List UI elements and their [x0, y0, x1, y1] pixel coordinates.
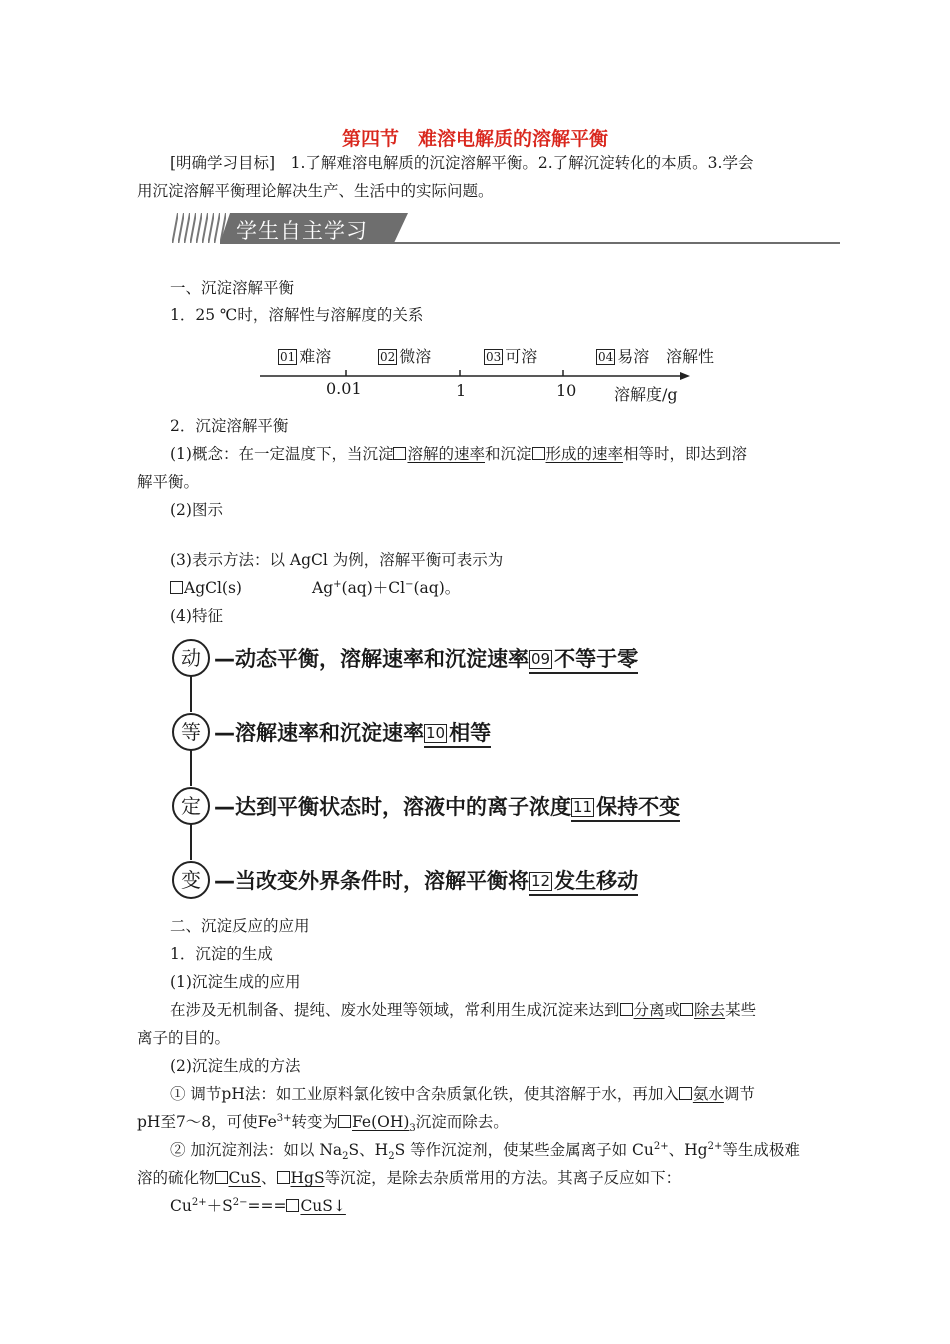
scale-axis-arrow [258, 366, 698, 382]
blank-box [532, 447, 545, 460]
method-2-line-1: ② 加沉淀剂法：如以 $Na_2S$、$H_2S$ 等作沉淀剂，使某些金属离子如 $Cu^{2+}$、$Hg^{2+}$等生成极难 [170, 1140, 800, 1163]
expression-left: AgCl(s) [170, 577, 242, 599]
scale-tick-0-01: 0.01 [326, 379, 362, 398]
feature-circle-dynamic: 动 [172, 639, 210, 677]
feature-circle-equal: 等 [172, 713, 210, 751]
feature-text-dynamic: —动态平衡，溶解速率和沉淀速率 09 不等于零 [214, 643, 638, 673]
blank-box [277, 1171, 290, 1184]
blank-box [680, 1003, 693, 1016]
page-title: 第四节 难溶电解质的溶解平衡 [341, 128, 608, 150]
blank-box [393, 447, 406, 460]
connector-line [190, 676, 192, 712]
section-2-sub-1: (1)沉淀生成的应用 [170, 973, 301, 991]
section-1-item-1: 1．25 ℃时，溶解性与溶解度的关系 [170, 306, 424, 324]
objectives-line-2: 用沉淀溶解平衡理论解决生产、生活中的实际问题。 [137, 182, 494, 200]
section-1-heading: 一、沉淀溶解平衡 [170, 279, 295, 297]
method-1-line-2: pH至7～8，可使$Fe^{3+}$转变为 $Fe(OH)_3$沉淀而除去。 [137, 1112, 509, 1135]
solubility-scale [258, 344, 715, 406]
scale-tick-1: 1 [456, 381, 467, 400]
blank-box [215, 1171, 228, 1184]
feature-circle-change: 变 [172, 861, 210, 899]
connector-line [190, 750, 192, 786]
scale-tick-10: 10 [556, 381, 577, 400]
banner-label: 学生自主学习 [236, 219, 368, 243]
scale-axis-title: 溶解性 [666, 347, 715, 366]
application-line-2: 离子的目的。 [137, 1029, 231, 1047]
concept-line-1: (1)概念：在一定温度下，当沉淀 溶解的速率和沉淀 形成的速率相等时，即达到溶 [170, 445, 748, 463]
blank-box [286, 1199, 299, 1212]
figure-label: (2)图示 [170, 501, 223, 519]
ionic-equation: $Cu^{2+}+S^{2-}===$ CuS↓ [170, 1196, 346, 1215]
application-line-1: 在涉及无机制备、提纯、废水处理等领域，常利用生成沉淀来达到 分离或 除去某些 [170, 1001, 757, 1019]
scale-axis-subtitle: 溶解度/g [614, 385, 678, 404]
section-2-sub-2: (2)沉淀生成的方法 [170, 1057, 301, 1075]
section-banner [172, 213, 840, 245]
method-1-line-1: ① 调节pH法：如工业原料氯化铵中含杂质氯化铁，使其溶解于水，再加入 氨水调节 [170, 1085, 755, 1103]
scale-label-soluble: 03 可溶 [486, 347, 538, 366]
expression-label: (3)表示方法：以 AgCl 为例，溶解平衡可表示为 [170, 551, 504, 569]
feature-circle-fixed: 定 [172, 787, 210, 825]
features-label: (4)特征 [170, 607, 223, 625]
blank-box [620, 1003, 633, 1016]
section-2-heading: 二、沉淀反应的应用 [170, 917, 310, 935]
feature-text-fixed: —达到平衡状态时，溶液中的离子浓度 11 保持不变 [214, 791, 680, 821]
expression-right: Ag+(aq)＋Cl−(aq)。 [312, 578, 461, 597]
feature-text-equal: —溶解速率和沉淀速率 10 相等 [214, 717, 491, 747]
scale-label-insoluble: 01 难溶 [280, 347, 332, 366]
method-2-line-2: 溶的硫化物 CuS、 HgS等沉淀，是除去杂质常用的方法。其离子反应如下： [137, 1169, 682, 1187]
section-1-item-2: 2．沉淀溶解平衡 [170, 417, 289, 435]
objectives-line-1: [明确学习目标] 1.了解难溶电解质的沉淀溶解平衡。2.了解沉淀转化的本质。3.学会 [170, 154, 754, 172]
scale-label-slightly-soluble: 02 微溶 [380, 347, 432, 366]
scale-label-very-soluble: 04 易溶 [598, 347, 650, 366]
feature-text-change: —当改变外界条件时，溶解平衡将 12 发生移动 [214, 865, 638, 895]
blank-box [170, 581, 183, 594]
connector-line [190, 824, 192, 860]
section-2-item-1: 1．沉淀的生成 [170, 945, 273, 963]
blank-box [338, 1115, 351, 1128]
concept-line-2: 解平衡。 [137, 473, 200, 491]
blank-box [679, 1087, 692, 1100]
